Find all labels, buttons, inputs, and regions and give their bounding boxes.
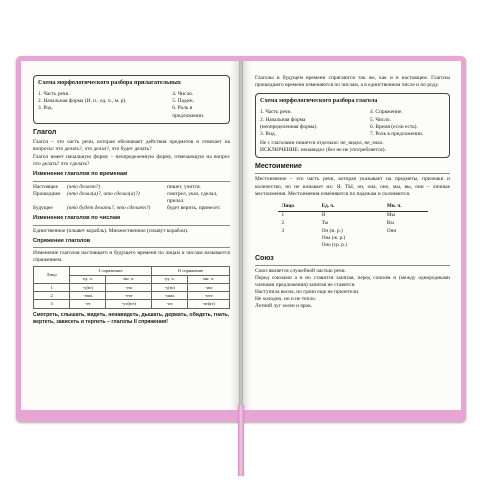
scheme-item: 5. Падеж. (172, 98, 195, 105)
table-cell: Мы (386, 212, 396, 219)
table-cell: -ут(ют) (106, 300, 152, 308)
scheme-item: 4. Спряжение. (370, 109, 403, 116)
tense-question: (что делал(а)?, что сделал(а)?) (67, 190, 140, 197)
table-row (34, 292, 230, 300)
table-cell: -у(ю) (152, 283, 188, 291)
union-heading: Союз (255, 254, 274, 262)
table-row (34, 267, 230, 275)
numbers-text: Единственное (плывет корабль). Множественное (плывут корабли). (33, 227, 189, 234)
tense-example: будет верить, принесет. (167, 205, 221, 212)
negation-note: Не с глаголами пишется отдельно: не_видел, не_знал. (260, 139, 384, 146)
table-cell: Я (321, 212, 326, 219)
tense-label: Настоящее (33, 183, 58, 190)
table-header: ед. ч. (70, 275, 106, 283)
table-row (278, 220, 428, 228)
verb-heading: Глагол (33, 128, 57, 136)
tense-label: Прошедшее (33, 190, 61, 197)
divider (255, 173, 450, 174)
table-cell: -ете (106, 292, 152, 300)
table-row (278, 202, 428, 211)
table-row (278, 228, 428, 250)
verb-scheme-title: Схема морфологического разбора глагола (260, 97, 378, 105)
bookmark-ribbon (238, 405, 244, 476)
table-header: мн. ч. (188, 275, 230, 283)
adjective-scheme-title: Схема морфологического разбора прилагательных (38, 79, 181, 86)
table-header: ед. ч. (152, 275, 188, 283)
verb-initial-form: Глагол имеет начальную форму – неопределенную форму, отвечающую на вопрос что делать? что сделать? (33, 154, 230, 168)
verb-scheme-items (260, 109, 445, 138)
table-cell (318, 228, 383, 250)
divider (33, 181, 230, 182)
divider (33, 247, 230, 248)
pronoun-form: Она (ж. р.) (321, 235, 346, 242)
tenses-heading: Изменение глаголов по временам (33, 171, 128, 178)
pronoun-definition: Местоимение – это часть речи, которая указывает на предметы, признаки и количество, но не называет их: Я, ТЫ, он, она, оно, мы, вы, они – личные местоимения. Местоимения изменяются по падежам и склоняются. (255, 176, 450, 197)
table-cell: Ты (321, 220, 329, 227)
tense-row-present (33, 184, 230, 191)
pronoun-form: Оно (ср. р.) (321, 242, 347, 249)
table-cell: -ешь (70, 292, 106, 300)
pronoun-form: Он (м. р.) (321, 228, 343, 235)
scheme-item: 6. Роль в предложении. (172, 105, 205, 119)
adjective-scheme-items (38, 91, 225, 120)
tense-example: смотрел, указ, сделал, прилал. (167, 190, 218, 205)
table-cell: -ет (70, 300, 106, 308)
scheme-item: 2. Начальная форма (неопределенная форма). (260, 116, 318, 130)
scheme-item: 2. Начальная форма (И. п., ед. ч., м. р). (38, 98, 127, 105)
table-cell: 1 (34, 283, 70, 291)
union-example: Не холодно, но и не тепло. (255, 296, 317, 303)
table-cell: 3 (281, 228, 285, 235)
table-header: мн. ч. (106, 275, 152, 283)
scheme-item: 1. Часть речи. (260, 109, 292, 116)
adjective-scheme-box (33, 75, 230, 124)
tense-question: (что делает?) (67, 183, 101, 190)
table-cell: -ит (152, 300, 188, 308)
pronoun-heading: Местоимение (255, 163, 302, 171)
exception-note: ИСКЛЮЧЕНИЕ: ненавидел (без не не употребляется). (260, 147, 386, 154)
right-page (241, 61, 461, 410)
table-cell: Они (386, 228, 397, 235)
scheme-item: 3. Род. (38, 105, 53, 112)
divider (33, 225, 230, 226)
right-page-content (255, 75, 450, 311)
tense-question: (что будет делать?, что сделает?) (67, 205, 151, 212)
tense-label: Будущее (33, 205, 53, 212)
table-cell: 2 (34, 292, 70, 300)
tense-row-past (33, 191, 230, 205)
divider (255, 265, 450, 266)
conjugation-heading: Спряжение глаголов (33, 237, 91, 244)
left-page (21, 61, 241, 410)
table-header: Лицо (34, 267, 70, 284)
verb-scheme-box (255, 93, 450, 158)
table-cell: -ите (188, 292, 230, 300)
scheme-item: 1. Часть речи. (38, 91, 70, 98)
scheme-item: 3. Вид. (260, 130, 276, 137)
table-header: Мн. ч. (383, 202, 428, 211)
table-cell: Вы (386, 220, 394, 227)
future-tense-intro: Глаголы в будущем времени спрягаются так же, как и в настоящем. Глаголы прошедшего времени изменяются по числам, а в единственном числе и по роду. (255, 75, 450, 89)
conjugation-text: Изменение глаголов настоящего и будущего времени по лицам и числам называется спряжением. (33, 250, 230, 264)
tense-example: пишет, учится. (167, 183, 201, 190)
table-header: Лицо (278, 202, 318, 211)
scheme-item: 4. Число. (172, 91, 194, 98)
table-header: II спряжение (152, 267, 230, 275)
conjugation-table (33, 266, 230, 308)
book-spine (239, 61, 243, 410)
numbers-heading: Изменение глаголов по числам (33, 215, 121, 222)
table-row (34, 300, 230, 308)
union-example: Наступила весна, но грачи еще не прилетели. (255, 289, 360, 296)
table-cell: 3 (34, 300, 70, 308)
table-cell: -ем (106, 283, 152, 291)
table-cell: -ат(ят) (188, 300, 230, 308)
scheme-item: 7. Роль в предложении. (370, 130, 424, 137)
scheme-item: 6. Время (если есть). (370, 123, 418, 130)
pronoun-table (278, 202, 428, 250)
scheme-item: 5. Число. (370, 116, 391, 123)
table-cell: 1 (281, 212, 285, 219)
table-cell: -у(ю) (70, 283, 106, 291)
verb-definition: Глагол – это часть речи, которая обозначает действия предметов и отвечает на вопросы: что делать?, что делал?, что будет делать? (33, 138, 230, 153)
table-header: Ед. ч. (318, 202, 383, 211)
table-cell: 2 (281, 220, 285, 227)
table-header: I спряжение (70, 267, 152, 275)
union-line: Перед союзами а и но ставится запятая, перед союзом и (между однородными членами предложения) запятая не ставится. (255, 274, 450, 288)
second-conjugation-note: Смотреть, слышать, видеть, ненавидеть, дышать, держать, обидеть, гнать, вертеть, зависеть и терпеть – глаголы II спряжения! (33, 311, 230, 325)
union-line: Союз является служебной частью речи. (255, 267, 346, 274)
table-cell: -ишь (152, 292, 188, 300)
union-example: Летний луг зелен и ярок. (255, 303, 313, 310)
table-row (34, 283, 230, 291)
tense-row-future (33, 205, 230, 212)
left-page-content (33, 75, 230, 325)
table-row (278, 211, 428, 220)
table-cell: -им (188, 283, 230, 291)
